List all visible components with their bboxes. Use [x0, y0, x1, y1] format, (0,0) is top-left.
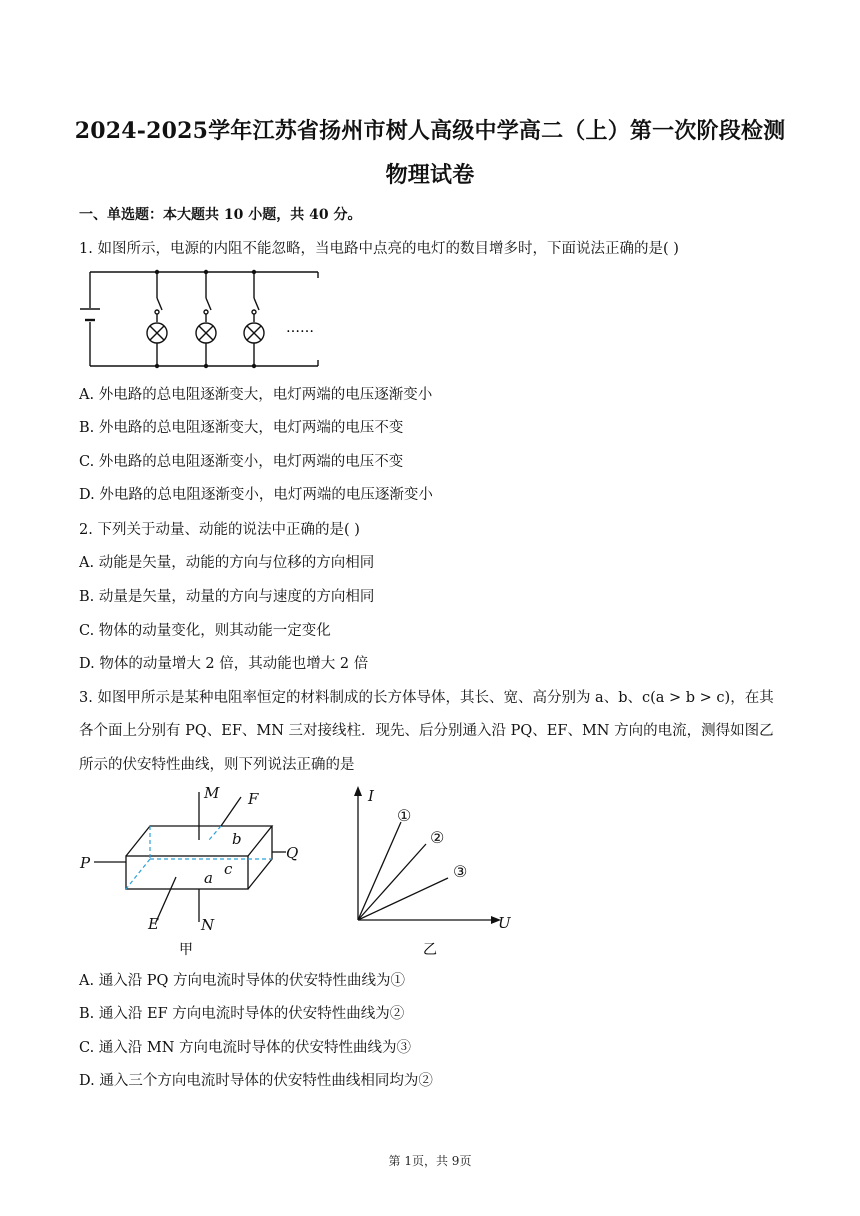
q1-option-a: A. 外电路的总电阻逐渐变大，电灯两端的电压逐渐变小	[79, 387, 433, 403]
label-c: c	[224, 860, 233, 878]
q2-option-a: A. 动能是矢量，动能的方向与位移的方向相同	[79, 555, 375, 571]
exam-subtitle: 物理试卷	[385, 162, 475, 188]
q2-stem: 2. 下列关于动量、动能的说法中正确的是( )	[79, 522, 360, 538]
label-e: E	[148, 915, 159, 933]
q3-stem-line3: 所示的伏安特性曲线，则下列说法正确的是	[79, 757, 355, 773]
q1-option-c: C. 外电路的总电阻逐渐变小，电灯两端的电压不变	[79, 454, 404, 470]
q3-option-b: B. 通入沿 EF 方向电流时导体的伏安特性曲线为②	[79, 1006, 405, 1022]
q3-option-c: C. 通入沿 MN 方向电流时导体的伏安特性曲线为③	[79, 1040, 412, 1056]
lamp-branch-3	[244, 272, 264, 366]
curve-label-1: ①	[397, 806, 412, 825]
q3-stem-line1: 3. 如图甲所示是某种电阻率恒定的材料制成的长方体导体，其长、宽、高分别为 a、b、c(a > b > c)，在其	[79, 690, 774, 706]
section-heading: 一、单选题：本大题共 10 小题，共 40 分。	[79, 207, 362, 223]
lamp-branch-2	[196, 272, 216, 366]
q3-option-d: D. 通入三个方向电流时导体的伏安特性曲线相同均为②	[79, 1073, 433, 1089]
lamp-branch-1	[147, 272, 167, 366]
q3-figure-yi	[346, 782, 526, 962]
q1-option-b: B. 外电路的总电阻逐渐变大，电灯两端的电压不变	[79, 420, 404, 436]
q1-circuit-figure	[78, 262, 338, 372]
figure-caption-yi: 乙	[423, 942, 437, 958]
page-footer: 第 1页，共 9页	[388, 1154, 472, 1168]
q3-stem-line2: 各个面上分别有 PQ、EF、MN 三对接线柱．现先、后分别通入沿 PQ、EF、MN 方向的电流，测得如图乙	[79, 723, 774, 739]
label-f: F	[248, 790, 259, 808]
label-a: a	[204, 869, 213, 887]
continuation-ellipsis: ……	[286, 320, 314, 336]
curve-1-line	[358, 822, 401, 920]
axis-label-u: U	[498, 914, 511, 932]
curve-label-2: ②	[430, 828, 445, 847]
axis-label-i: I	[368, 787, 374, 805]
label-n: N	[201, 916, 215, 934]
q1-stem: 1. 如图所示，电源的内阻不能忽略，当电路中点亮的电灯的数目增多时，下面说法正确的是( )	[79, 241, 679, 257]
label-q: Q	[286, 844, 299, 862]
curve-label-3: ③	[453, 862, 468, 881]
terminal-e-lead	[156, 877, 176, 922]
curve-2-line	[358, 844, 426, 920]
label-b: b	[232, 830, 242, 848]
q3-figure-jia	[76, 782, 306, 962]
exam-title: 2024-2025学年江苏省扬州市树人高级中学高二（上）第一次阶段检测	[74, 118, 786, 144]
i-axis-arrow	[354, 786, 362, 796]
q2-option-d: D. 物体的动量增大 2 倍，其动能也增大 2 倍	[79, 656, 369, 672]
q2-option-c: C. 物体的动量变化，则其动能一定变化	[79, 623, 331, 639]
q1-option-d: D. 外电路的总电阻逐渐变小，电灯两端的电压逐渐变小	[79, 487, 433, 503]
label-p: P	[80, 854, 91, 872]
q2-option-b: B. 动量是矢量，动量的方向与速度的方向相同	[79, 589, 375, 605]
terminal-f-lead	[221, 797, 241, 826]
label-m: M	[204, 784, 220, 802]
curve-3-line	[358, 878, 448, 920]
figure-caption-jia: 甲	[179, 942, 193, 958]
q3-option-a: A. 通入沿 PQ 方向电流时导体的伏安特性曲线为①	[79, 973, 406, 989]
